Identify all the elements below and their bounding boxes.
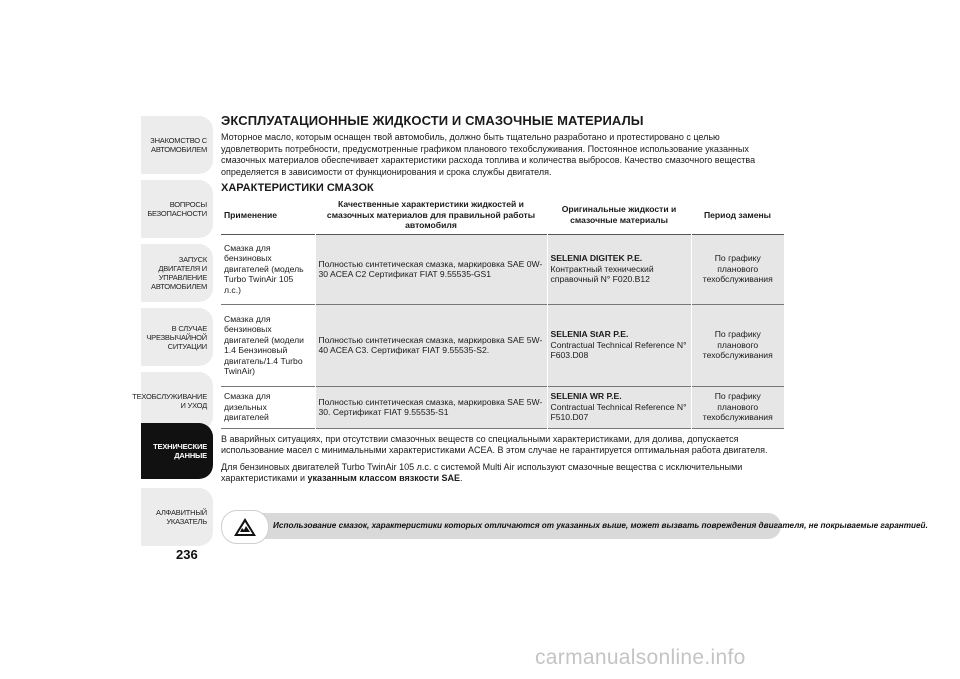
- tab-maintenance[interactable]: [132, 372, 213, 430]
- warning-triangle-icon: [233, 517, 257, 537]
- cell-period: По графику планового техобслуживания: [691, 386, 784, 428]
- main-content: [221, 113, 781, 485]
- table-header-row: [221, 196, 784, 234]
- product-reference: Контрактный технический справочный N° F020.B12: [550, 263, 654, 285]
- header-products: Оригинальные жидкости и смазочные материалы: [561, 204, 677, 225]
- twinair-text: Для бензиновых двигателей Turbo TwinAir 105 л.с. с системой Multi Air используют смазочные вещества с исключительными характеристиками и: [221, 461, 743, 483]
- cell-application: Смазка для дизельных двигателей: [224, 391, 271, 423]
- intro-paragraph: Моторное масло, которым оснащен твой автомобиль, должно быть тщательно разработано и протестировано с целью удовлетворить потребности, предусмотренные графиком планового техобслуживания. Постоянное использование указанных смазочных материалов обеспечивает характеристики расхода топлива и количества выбросов. Качество смазочного вещества определяется в зависимости от функционирования и срока службы двигателя.: [221, 132, 756, 177]
- cell-product: [547, 386, 691, 428]
- tab-label: ТЕХНИЧЕСКИЕ ДАННЫЕ: [153, 442, 207, 460]
- tab-label: ВОПРОСЫ БЕЗОПАСНОСТИ: [147, 200, 207, 218]
- tab-index[interactable]: [141, 488, 213, 546]
- page-number: 236: [176, 547, 198, 562]
- tab-label: АЛФАВИТНЫЙ УКАЗАТЕЛЬ: [156, 508, 207, 526]
- table-row: [221, 386, 784, 428]
- twinair-period: .: [460, 473, 463, 483]
- cell-application: Смазка для бензиновых двигателей (модели 1.4 Бензиновый двигатель/1.4 Turbo TwinAir): [224, 313, 304, 376]
- cell-period: По графику планового техобслуживания: [691, 234, 784, 304]
- cell-specs: Полностью синтетическая смазка, маркировка SAE 5W-40 ACEA C3. Сертификат FIAT 9.55535-S2.: [315, 304, 547, 386]
- watermark: carmanualsonline.info: [535, 646, 746, 669]
- page-title: ЭКСПЛУАТАЦИОННЫЕ ЖИДКОСТИ И СМАЗОЧНЫЕ МАТЕРИАЛЫ: [221, 113, 644, 128]
- lubricants-table: [221, 196, 784, 429]
- tab-technical-data[interactable]: [141, 423, 213, 479]
- emergency-paragraph: В аварийных ситуациях, при отсутствии смазочных веществ со специальными характеристиками, для долива, допускается использование масел с минимальными характеристиками ACEA. В этом случае не гарантируется оптимальная работа двигателя.: [221, 433, 768, 455]
- cell-product: [547, 234, 691, 304]
- tab-label: В СЛУЧАЕ ЧРЕЗВЫЧАЙНОЙ СИТУАЦИИ: [146, 323, 207, 351]
- warning-text: Использование смазок, характеристики которых отличаются от указанных выше, может вызвать повреждения двигателя, не покрываемые гарантией.: [273, 521, 928, 530]
- tab-getting-to-know[interactable]: [141, 116, 213, 174]
- product-reference: Contractual Technical Reference N° F510.D07: [550, 401, 687, 423]
- section-title: ХАРАКТЕРИСТИКИ СМАЗОК: [221, 182, 374, 194]
- product-name: SELENIA WR P.E.: [550, 391, 622, 402]
- tab-label: ТЕХОБСЛУЖИВАНИЕ И УХОД: [132, 392, 207, 410]
- twinair-paragraph: [221, 462, 781, 485]
- cell-specs: Полностью синтетическая смазка, маркировка SAE 0W-30 ACEA C2 Сертификат FIAT 9.55535-GS1: [315, 234, 547, 304]
- cell-application: Смазка для бензиновых двигателей (модель Turbo TwinAir 105 л.с.): [224, 242, 304, 295]
- product-name: SELENIA DIGITEK P.E.: [550, 253, 643, 264]
- table-row: [221, 234, 784, 304]
- tab-label: ЗНАКОМСТВО С АВТОМОБИЛЕМ: [150, 136, 207, 154]
- tab-emergency[interactable]: [141, 308, 213, 366]
- tab-label: ЗАПУСК ДВИГАТЕЛЯ И УПРАВЛЕНИЕ АВТОМОБИЛЕМ: [151, 255, 207, 291]
- tab-safety[interactable]: [141, 180, 213, 238]
- cell-period: По графику планового техобслуживания: [691, 304, 784, 386]
- warning-icon-holder: [221, 510, 269, 544]
- tab-starting-driving[interactable]: [141, 244, 213, 302]
- cell-product: [547, 304, 691, 386]
- table-row: [221, 304, 784, 386]
- warning-banner: [221, 513, 928, 539]
- product-reference: Contractual Technical Reference N° F603.D08: [550, 339, 687, 361]
- header-period: Период замены: [703, 209, 772, 220]
- product-name: SELENIA StAR P.E.: [550, 329, 629, 340]
- header-specs: Качественные характеристики жидкостей и смазочных материалов для правильной работы автомобиля: [326, 199, 536, 230]
- cell-specs: Полностью синтетическая смазка, маркировка SAE 5W- 30. Сертификат FIAT 9.55535-S1: [315, 386, 547, 428]
- header-application: Применение: [224, 209, 278, 220]
- sae-viscosity-emphasis: указанным классом вязкости SAE: [307, 473, 460, 483]
